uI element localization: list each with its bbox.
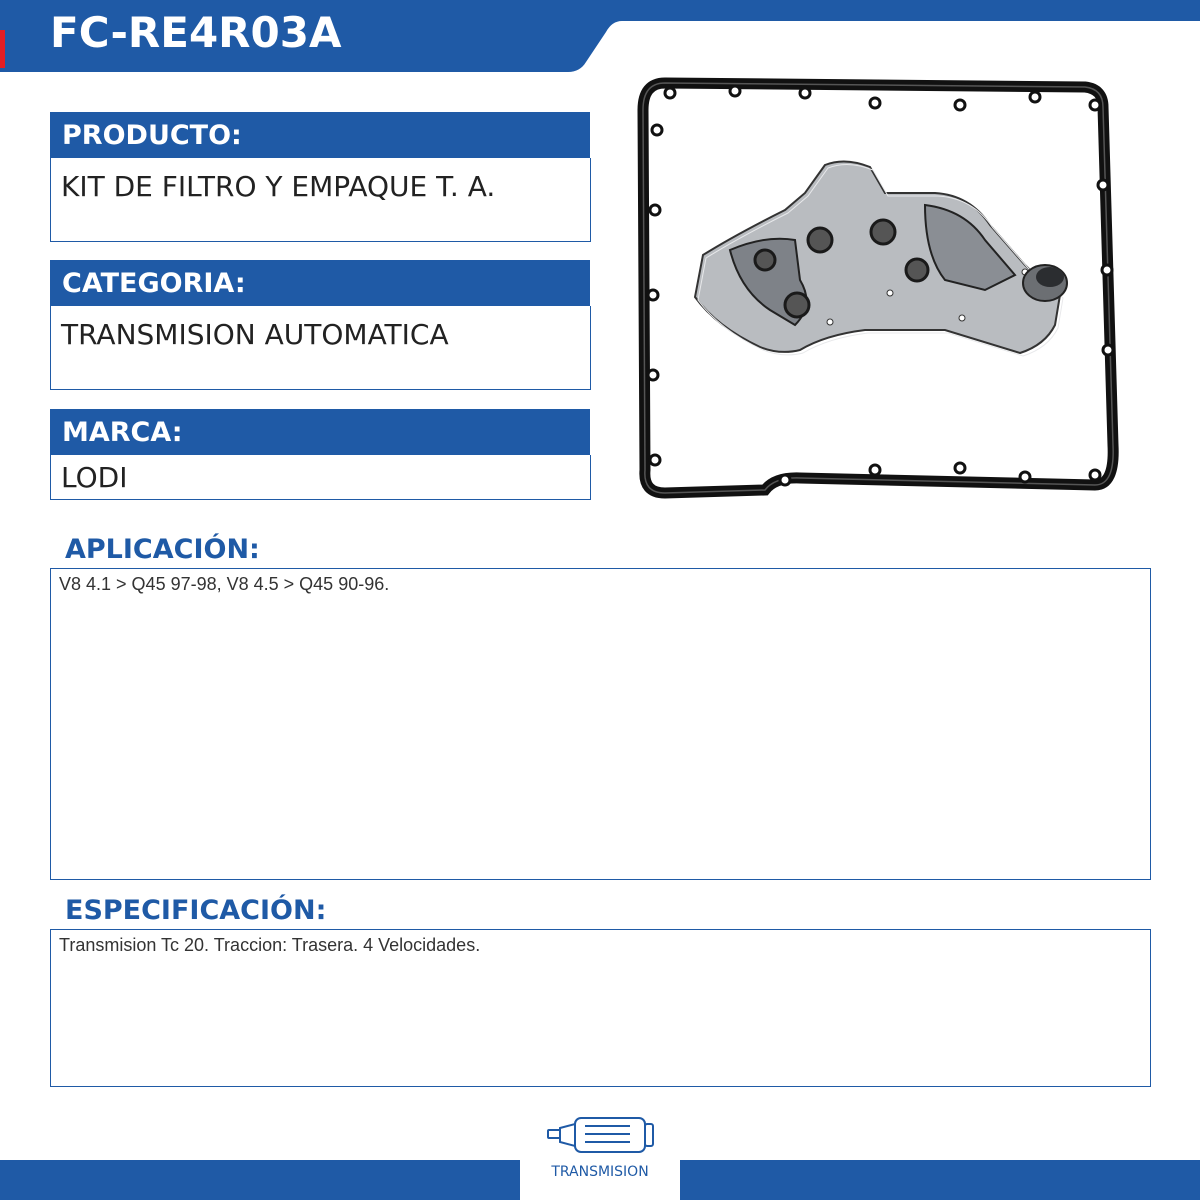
filter-gasket-image [625,65,1145,515]
marca-label: MARCA: [50,409,590,455]
red-accent-bar [0,30,5,68]
categoria-value: TRANSMISION AUTOMATICA [50,306,591,390]
especificacion-heading: ESPECIFICACIÓN: [65,895,327,926]
footer-category-label: TRANSMISION [551,1164,649,1180]
aplicacion-box: V8 4.1 > Q45 97-98, V8 4.5 > Q45 90-96. [50,568,1151,880]
producto-value: KIT DE FILTRO Y EMPAQUE T. A. [50,158,591,242]
categoria-label: CATEGORIA: [50,260,590,306]
producto-label: PRODUCTO: [50,112,590,158]
especificacion-box: Transmision Tc 20. Traccion: Trasera. 4 Velocidades. [50,929,1151,1087]
footer-badge [520,1112,680,1200]
part-number-title: FC-RE4R03A [50,8,342,57]
aplicacion-heading: APLICACIÓN: [65,534,260,565]
marca-value: LODI [50,455,591,500]
